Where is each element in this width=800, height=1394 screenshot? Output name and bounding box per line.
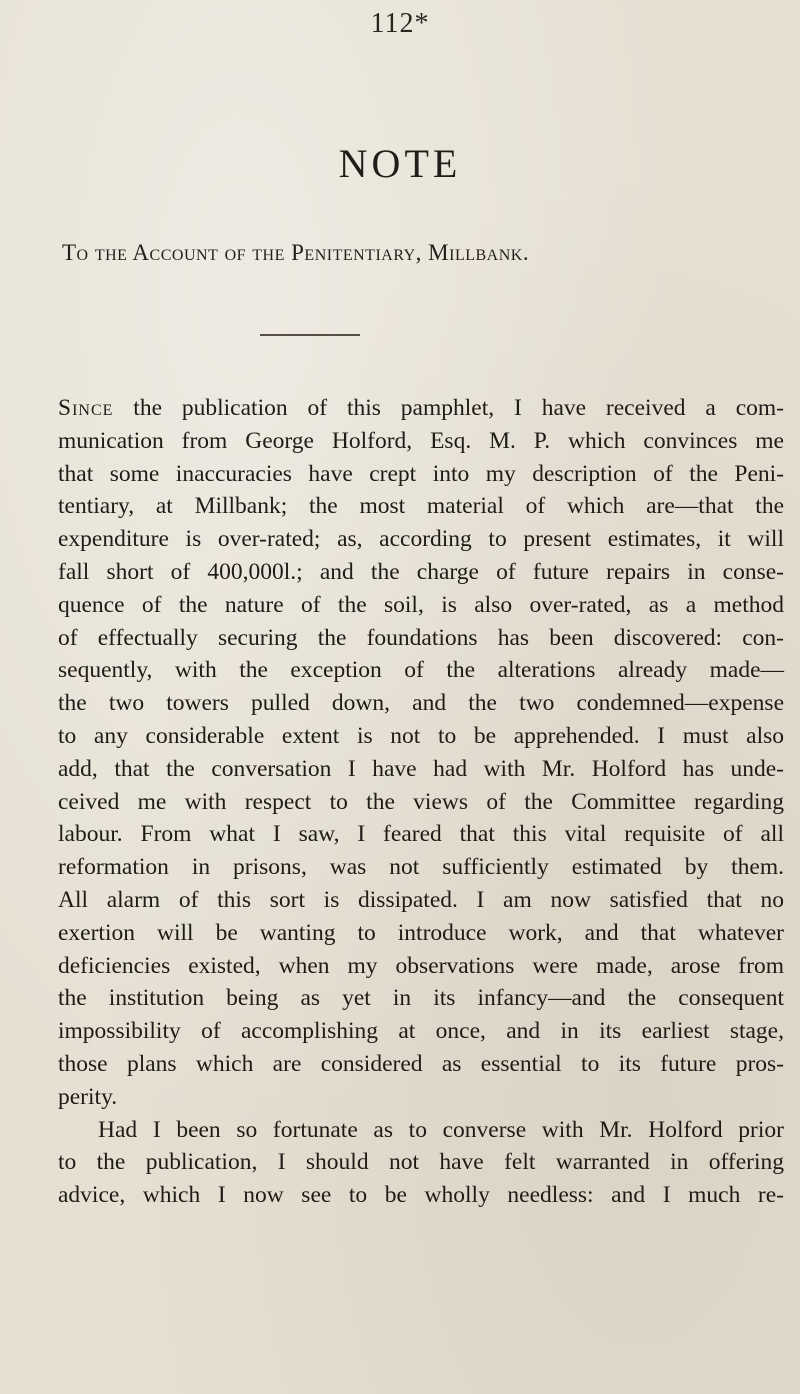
body-line: munication from George Holford, Esq. M. P. which convinces me (58, 427, 784, 454)
body-line-lead: Since (58, 395, 114, 421)
body-line: All alarm of this sort is dissipated. I am now satisfied that no (58, 886, 784, 913)
body-line: labour. From what I saw, I feared that this vital requisite of all (58, 821, 784, 848)
body-line: advice, which I now see to be wholly needless: and I much re- (58, 1182, 784, 1209)
body-line: to any considerable extent is not to be apprehended. I must also (58, 722, 784, 749)
body-line: deficiencies existed, when my observations were made, arose from (58, 952, 784, 979)
body-line (58, 392, 784, 425)
body-line: sequently, with the exception of the alterations already made— (58, 657, 784, 684)
page-number: 112* (370, 8, 430, 39)
body-line: that some inaccuracies have crept into my description of the Peni- (58, 460, 784, 487)
body-line: expenditure is over-rated; as, according to present estimates, it will (58, 526, 784, 553)
body-line: Had I been so fortunate as to converse with Mr. Holford prior (98, 1116, 784, 1143)
page-title: NOTE (338, 141, 462, 186)
body-text (58, 392, 784, 1212)
body-line: exertion will be wanting to introduce work, and that whatever (58, 919, 784, 946)
body-line-rest: the publication of this pamphlet, I have received a com- (113, 395, 784, 421)
body-line: tentiary, at Millbank; the most material of which are—that the (58, 493, 784, 520)
body-line: to the publication, I should not have felt warranted in offering (58, 1149, 784, 1176)
body-line: add, that the conversation I have had with Mr. Holford has unde- (58, 755, 784, 782)
body-line: reformation in prisons, was not sufficiently estimated by them. (58, 854, 784, 881)
page-subtitle: To the Account of the Penitentiary, Millbank. (62, 240, 530, 265)
body-line: fall short of 400,000l.; and the charge of future repairs in conse- (58, 558, 784, 585)
body-line: impossibility of accomplishing at once, and in its earliest stage, (58, 1018, 784, 1045)
body-line: those plans which are considered as essential to its future pros- (58, 1050, 784, 1077)
body-line: the institution being as yet in its infancy—and the consequent (58, 985, 784, 1012)
body-line: quence of the nature of the soil, is also over-rated, as a method (58, 591, 784, 618)
body-line: ceived me with respect to the views of the Committee regarding (58, 788, 784, 815)
body-line: the two towers pulled down, and the two condemned—expense (58, 690, 784, 717)
body-line: of effectually securing the foundations has been discovered: con- (58, 624, 784, 651)
body-line: perity. (58, 1083, 118, 1110)
divider-rule (260, 334, 360, 336)
